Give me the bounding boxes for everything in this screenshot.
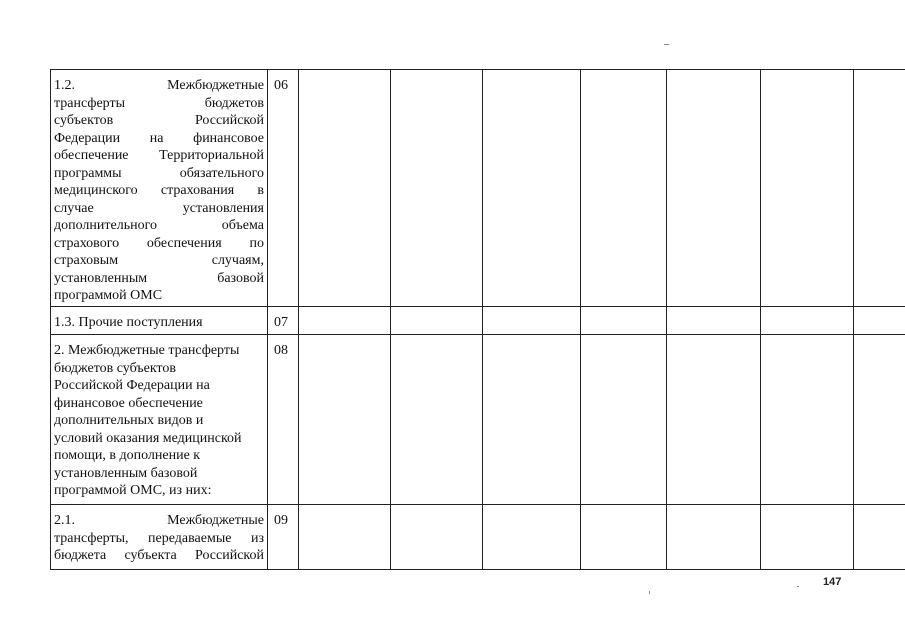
row-name-cell	[51, 70, 268, 307]
row-name-cell	[51, 505, 268, 570]
table-row	[51, 505, 905, 570]
row-name-line: Федерации на финансовое	[54, 130, 264, 146]
row-name-cell	[51, 307, 268, 335]
row-code-cell: 07	[268, 307, 299, 335]
row-name-line: бюджетов субъектов	[54, 360, 176, 376]
row-name-line: установленным базовой	[54, 270, 264, 286]
value-cell	[581, 70, 667, 307]
value-cell	[299, 505, 391, 570]
scan-artifact-mark	[797, 586, 799, 587]
value-cell	[299, 335, 391, 505]
value-cell	[667, 505, 761, 570]
row-name-cell	[51, 335, 268, 505]
value-cell	[761, 335, 854, 505]
row-name-line: дополнительных видов и	[54, 413, 204, 428]
value-cell	[299, 70, 391, 307]
value-cell	[483, 505, 581, 570]
value-cell	[391, 307, 483, 335]
value-cell	[483, 335, 581, 505]
value-cell	[761, 307, 854, 335]
value-cell	[391, 335, 483, 505]
row-name-line: условий оказания медицинской	[54, 430, 242, 446]
row-name-line: трансферты, передаваемые из	[54, 530, 264, 546]
page-number: 147	[823, 576, 842, 588]
value-cell	[854, 307, 905, 335]
table-row	[51, 307, 905, 335]
row-name-line: 1.2. Межбюджетные	[54, 78, 264, 93]
row-name-line: трансферты бюджетов	[54, 95, 264, 111]
row-name-line: программой ОМС	[54, 288, 163, 303]
row-name-line: установленным базовой	[54, 465, 198, 481]
value-cell	[854, 505, 905, 570]
value-cell	[761, 70, 854, 307]
value-cell	[483, 70, 581, 307]
row-code-cell: 06	[268, 70, 299, 307]
report-table	[50, 69, 905, 570]
row-name-line: случае установления	[54, 200, 264, 216]
value-cell	[761, 505, 854, 570]
row-name-line: программы обязательного	[54, 165, 264, 181]
table-row	[51, 70, 905, 307]
row-name-line: страхового обеспечения по	[54, 235, 264, 251]
row-name-line: Российской Федерации на	[54, 378, 210, 393]
row-name-line: программой ОМС, из них:	[54, 483, 212, 498]
value-cell	[581, 335, 667, 505]
value-cell	[299, 307, 391, 335]
scan-artifact-mark	[664, 44, 669, 45]
row-name-line: 2.1. Межбюджетные	[54, 513, 264, 528]
row-name-line: дополнительного объема	[54, 218, 264, 233]
value-cell	[581, 505, 667, 570]
value-cell	[581, 307, 667, 335]
value-cell	[391, 70, 483, 307]
row-name-line: 1.3. Прочие поступления	[54, 315, 203, 330]
row-name-line: страховым случаям,	[54, 253, 264, 268]
value-cell	[391, 505, 483, 570]
value-cell	[483, 307, 581, 335]
scan-artifact-mark	[649, 591, 650, 594]
value-cell	[667, 335, 761, 505]
value-cell	[667, 307, 761, 335]
row-name-line: помощи, в дополнение к	[54, 448, 201, 463]
value-cell	[854, 335, 905, 505]
row-name-line: обеспечение Территориальной	[54, 148, 264, 163]
value-cell	[854, 70, 905, 307]
row-name-line: медицинского страхования в	[54, 183, 264, 198]
row-name-line: 2. Межбюджетные трансферты	[54, 343, 240, 358]
row-code-cell: 08	[268, 335, 299, 505]
row-name-line: финансовое обеспечение	[54, 395, 203, 411]
row-name-line: субъектов Российской	[54, 113, 264, 128]
row-name-line: бюджета субъекта Российской	[54, 548, 264, 563]
value-cell	[667, 70, 761, 307]
table-row	[51, 335, 905, 505]
row-code-cell: 09	[268, 505, 299, 570]
